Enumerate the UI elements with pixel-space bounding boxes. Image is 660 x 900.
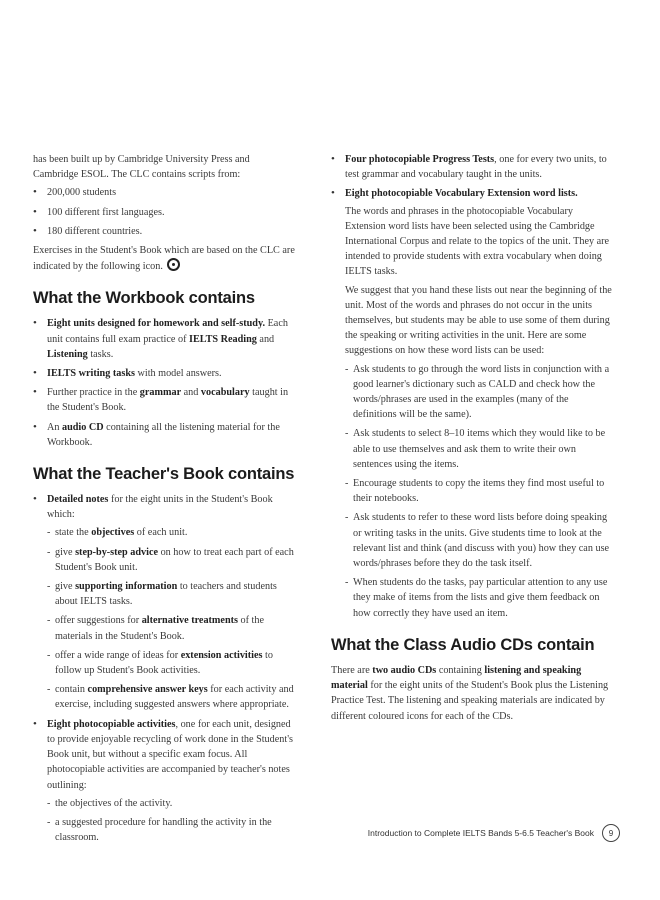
- list-item: • Eight units designed for homework and self-study. Each unit contains full exam practice of IELTS Reading and Listening tasks.: [33, 316, 295, 362]
- sub-item: - the objectives of the activity.: [47, 796, 295, 811]
- workbook-list: [33, 316, 295, 450]
- list-item: • Eight photocopiable activities, one for each unit, designed to provide enjoyable recycling of work done in the Student's Book unit, but without a specific exam focus. All photocopiable activities are accompanied by teacher's notes outlining: - the objectives of the activity. - a suggested procedure for handling the activity in the classroom.: [33, 717, 295, 846]
- list-item: • 100 different first languages.: [33, 205, 295, 220]
- page-number: 9: [602, 824, 620, 842]
- right-list: [331, 152, 613, 621]
- sub-item: - a suggested procedure for handling the activity in the classroom.: [47, 815, 295, 845]
- list-item: • Detailed notes for the eight units in the Student's Book which: - state the objectives of each unit. - give step-by-step advice on how to treat each part of each Student's Book unit. - give supporting information to teachers and students about IELTS tasks. - offer suggestions for alternative treatments of the materials in the Student's Book. - offer a wide range of ideas for extension activities to follow up Student's Book activities. - contain comprehensive answer keys for each activity and exercise, including suggested answers where appropriate.: [33, 492, 295, 713]
- left-column: [33, 152, 295, 849]
- page-footer: [300, 822, 620, 844]
- sub-item: - contain comprehensive answer keys for each activity and exercise, including suggested answers where appropriate.: [47, 682, 295, 712]
- sub-item: - give step-by-step advice on how to treat each part of each Student's Book unit.: [47, 545, 295, 575]
- sub-item: - give supporting information to teachers and students about IELTS tasks.: [47, 579, 295, 609]
- vocab-paragraph: The words and phrases in the photocopiable Vocabulary Extension word lists have been selected using the Cambridge International Corpus and relate to the topics of the unit. They are intended to provide students with extra vocabulary when doing IELTS tasks.: [345, 205, 610, 278]
- clc-stats-list: [33, 185, 295, 239]
- notes-sublist: [47, 525, 295, 712]
- audio-cds-heading: What the Class Audio CDs contain: [331, 635, 595, 654]
- vocab-paragraph: We suggest that you hand these lists out near the beginning of the unit. Most of the words and phrases do not occur in the units themselves, but students may be able to use some of them during the speaking or writing activities in the unit. Here are some suggestions on how these word lists can be used:: [345, 284, 612, 357]
- list-item: • Four photocopiable Progress Tests, one for every two units, to test grammar and vocabulary taught in the units.: [331, 152, 613, 182]
- list-item: • Further practice in the grammar and vocabulary taught in the Student's Book.: [33, 385, 295, 415]
- workbook-heading: What the Workbook contains: [33, 289, 255, 308]
- activities-sublist: [47, 796, 295, 846]
- teachers-book-list: [33, 492, 295, 845]
- footer-title: Introduction to Complete IELTS Bands 5-6.5 Teacher's Book: [367, 828, 594, 838]
- sub-item: - Encourage students to copy the items they find most useful to their notebooks.: [345, 476, 613, 506]
- list-item: • An audio CD containing all the listening material for the Workbook.: [33, 420, 295, 450]
- list-item: • 200,000 students: [33, 185, 295, 200]
- clc-icon: [167, 258, 180, 271]
- sub-item: - state the objectives of each unit.: [47, 525, 295, 540]
- vocab-sublist: [345, 362, 613, 621]
- sub-item: - Ask students to refer to these word lists before doing speaking or writing tasks in the units. Give students time to look at the relevant list and think (and discuss with you) how they can use words/phrases before they do the task itself.: [345, 510, 613, 571]
- list-item: • Eight photocopiable Vocabulary Extension word lists. The words and phrases in the photocopiable Vocabulary Extension word lists have been selected using the Cambridge International Corpus and relate to the topics of the unit. They are intended to provide students with extra vocabulary when doing IELTS tasks. We suggest that you hand these lists out near the beginning of the unit. Most of the words and phrases do not occur in the units themselves, but students may be able to use some of them during the speaking or writing activities in the unit. Here are some suggestions on how these word lists can be used: - Ask students to go through the word lists in conjunction with a good learner's dictionary such as CALD and check how the words/phrases are used in the examples (many of the definitions will be the same). - Ask students to select 8–10 items which they would like to be able to use themselves and ask them to write their own sentences using the items. - Encourage students to copy the items they find most useful to their notebooks. - Ask students to refer to these word lists before doing speaking or writing tasks in the units. Give students time to look at the relevant list and think (and discuss with you) how they can use words/phrases before they do the task itself. - When students do the tasks, pay particular attention to any use they make of items from the lists and give them feedback on how correctly they have used an item.: [331, 186, 613, 620]
- sub-item: - offer a wide range of ideas for extension activities to follow up Student's Book activities.: [47, 648, 295, 678]
- sub-item: - Ask students to select 8–10 items which they would like to be able to use themselves and ask them to write their own sentences using the items.: [345, 426, 613, 472]
- list-item: • 180 different countries.: [33, 224, 295, 239]
- right-column: [331, 152, 613, 727]
- teachers-book-heading: What the Teacher's Book contains: [33, 465, 295, 484]
- audio-cds-paragraph: There are two audio CDs containing listening and speaking material for the eight units of the Student's Book plus the Listening Practice Test. The listening and speaking materials are indicated by different coloured icons for each of the CDs.: [331, 664, 609, 722]
- sub-item: - When students do the tasks, pay particular attention to any use they make of items from the lists and give them feedback on how correctly they have used an item.: [345, 575, 613, 621]
- list-item: • IELTS writing tasks with model answers.: [33, 366, 295, 381]
- sub-item: - offer suggestions for alternative treatments of the materials in the Student's Book.: [47, 613, 295, 643]
- clc-intro: has been built up by Cambridge University Press and Cambridge ESOL. The CLC contains scripts from:: [33, 154, 250, 181]
- clc-note: Exercises in the Student's Book which are based on the CLC are indicated by the following icon.: [33, 245, 295, 273]
- sub-item: - Ask students to go through the word lists in conjunction with a good learner's dictionary such as CALD and check how the words/phrases are used in the examples (many of the definitions will be the same).: [345, 362, 613, 423]
